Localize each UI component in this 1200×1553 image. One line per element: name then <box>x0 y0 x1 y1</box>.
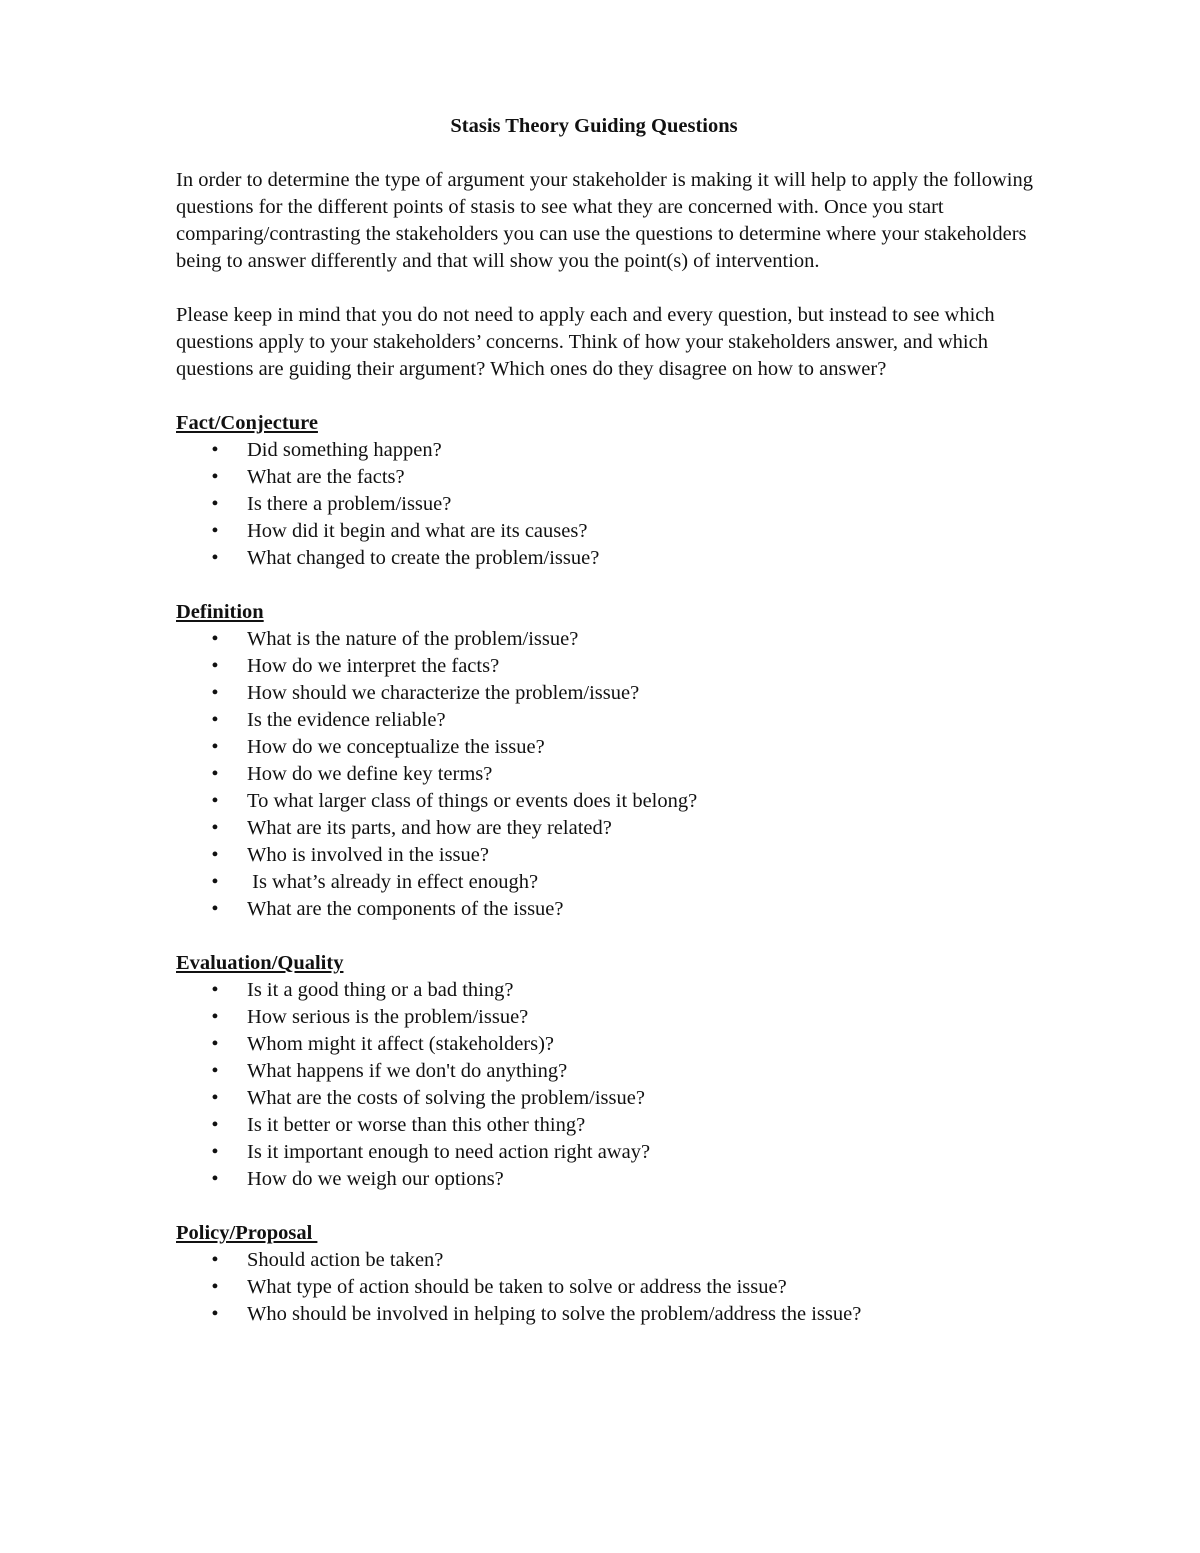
question-text: Is it a good thing or a bad thing? <box>247 979 514 1001</box>
list-item <box>176 869 1036 896</box>
question-text: Who is involved in the issue? <box>247 844 489 866</box>
question-text: Is there a problem/issue? <box>247 493 452 515</box>
question-list <box>176 1247 1036 1328</box>
list-item <box>176 788 1036 815</box>
question-text: How should we characterize the problem/issue? <box>247 682 640 704</box>
list-item <box>176 437 1036 464</box>
question-list <box>176 437 1036 572</box>
question-text: To what larger class of things or events does it belong? <box>247 790 698 812</box>
question-text: Whom might it affect (stakeholders)? <box>247 1033 555 1055</box>
list-item <box>176 1004 1036 1031</box>
question-list <box>176 977 1036 1193</box>
list-item <box>176 464 1036 491</box>
list-item <box>176 1301 1036 1328</box>
bullet-icon: • <box>211 1168 219 1190</box>
bullet-icon: • <box>211 1033 219 1055</box>
document-page <box>176 113 1036 1355</box>
list-item <box>176 518 1036 545</box>
bullet-icon: • <box>211 493 219 515</box>
list-item <box>176 896 1036 923</box>
bullet-icon: • <box>211 520 219 542</box>
bullet-icon: • <box>211 736 219 758</box>
bullet-icon: • <box>211 628 219 650</box>
question-text: What are its parts, and how are they related? <box>247 817 612 839</box>
list-item <box>176 1058 1036 1085</box>
section-policy-proposal <box>176 1220 1036 1328</box>
bullet-icon: • <box>211 898 219 920</box>
bullet-icon: • <box>211 547 219 569</box>
list-item <box>176 680 1036 707</box>
question-text: What is the nature of the problem/issue? <box>247 628 579 650</box>
question-text: Is it better or worse than this other thing? <box>247 1114 586 1136</box>
section-heading: Definition <box>176 601 264 623</box>
question-text: How did it begin and what are its causes? <box>247 520 588 542</box>
list-item <box>176 1031 1036 1058</box>
question-text: What are the components of the issue? <box>247 898 564 920</box>
bullet-icon: • <box>211 1087 219 1109</box>
list-item <box>176 626 1036 653</box>
list-item <box>176 761 1036 788</box>
bullet-icon: • <box>211 466 219 488</box>
bullet-icon: • <box>211 763 219 785</box>
list-item <box>176 707 1036 734</box>
bullet-icon: • <box>211 682 219 704</box>
list-item <box>176 545 1036 572</box>
question-text: What happens if we don't do anything? <box>247 1060 568 1082</box>
question-text: How do we define key terms? <box>247 763 493 785</box>
list-item <box>176 1247 1036 1274</box>
question-text: Is it important enough to need action right away? <box>247 1141 651 1163</box>
list-item <box>176 815 1036 842</box>
question-text: Is the evidence reliable? <box>247 709 446 731</box>
bullet-icon: • <box>211 1276 219 1298</box>
section-heading: Fact/Conjecture <box>176 412 318 434</box>
section-evaluation-quality <box>176 950 1036 1193</box>
question-text: How serious is the problem/issue? <box>247 1006 529 1028</box>
question-text: Should action be taken? <box>247 1249 444 1271</box>
question-text: What changed to create the problem/issue? <box>247 547 600 569</box>
bullet-icon: • <box>211 709 219 731</box>
list-item <box>176 1139 1036 1166</box>
list-item <box>176 977 1036 1004</box>
list-item <box>176 734 1036 761</box>
bullet-icon: • <box>211 439 219 461</box>
guidance-paragraph: Please keep in mind that you do not need to apply each and every question, but instead to see which questions apply to your stakeholders’ concerns. Think of how your stakeholders answer, and which questions are guiding their argument? Which ones do they disagree on how to answer? <box>176 304 995 380</box>
bullet-icon: • <box>211 655 219 677</box>
question-text: Did something happen? <box>247 439 442 461</box>
bullet-icon: • <box>211 1249 219 1271</box>
question-text: What are the costs of solving the problem/issue? <box>247 1087 645 1109</box>
page-title: Stasis Theory Guiding Questions <box>450 115 738 137</box>
section-definition <box>176 599 1036 923</box>
question-text: Who should be involved in helping to solve the problem/address the issue? <box>247 1303 862 1325</box>
bullet-icon: • <box>211 790 219 812</box>
list-item <box>176 653 1036 680</box>
question-text: How do we interpret the facts? <box>247 655 500 677</box>
question-text: Is what’s already in effect enough? <box>247 871 539 893</box>
bullet-icon: • <box>211 871 219 893</box>
question-text: How do we conceptualize the issue? <box>247 736 545 758</box>
question-text: What type of action should be taken to solve or address the issue? <box>247 1276 787 1298</box>
bullet-icon: • <box>211 1303 219 1325</box>
question-text: What are the facts? <box>247 466 405 488</box>
section-heading: Evaluation/Quality <box>176 952 344 974</box>
list-item <box>176 1274 1036 1301</box>
list-item <box>176 1166 1036 1193</box>
bullet-icon: • <box>211 1060 219 1082</box>
intro-paragraph: In order to determine the type of argument your stakeholder is making it will help to apply the following questions for the different points of stasis to see what they are concerned with. Once you start comparing/contrasting the stakeholders you can use the questions to determine where your stakeholders being to answer differently and that will show you the point(s) of intervention. <box>176 169 1034 272</box>
section-heading: Policy/Proposal <box>176 1222 318 1244</box>
bullet-icon: • <box>211 979 219 1001</box>
bullet-icon: • <box>211 844 219 866</box>
question-list <box>176 626 1036 923</box>
list-item <box>176 1085 1036 1112</box>
section-fact-conjecture <box>176 410 1036 572</box>
bullet-icon: • <box>211 1114 219 1136</box>
question-text: How do we weigh our options? <box>247 1168 504 1190</box>
list-item <box>176 491 1036 518</box>
bullet-icon: • <box>211 817 219 839</box>
list-item <box>176 1112 1036 1139</box>
bullet-icon: • <box>211 1006 219 1028</box>
list-item <box>176 842 1036 869</box>
bullet-icon: • <box>211 1141 219 1163</box>
